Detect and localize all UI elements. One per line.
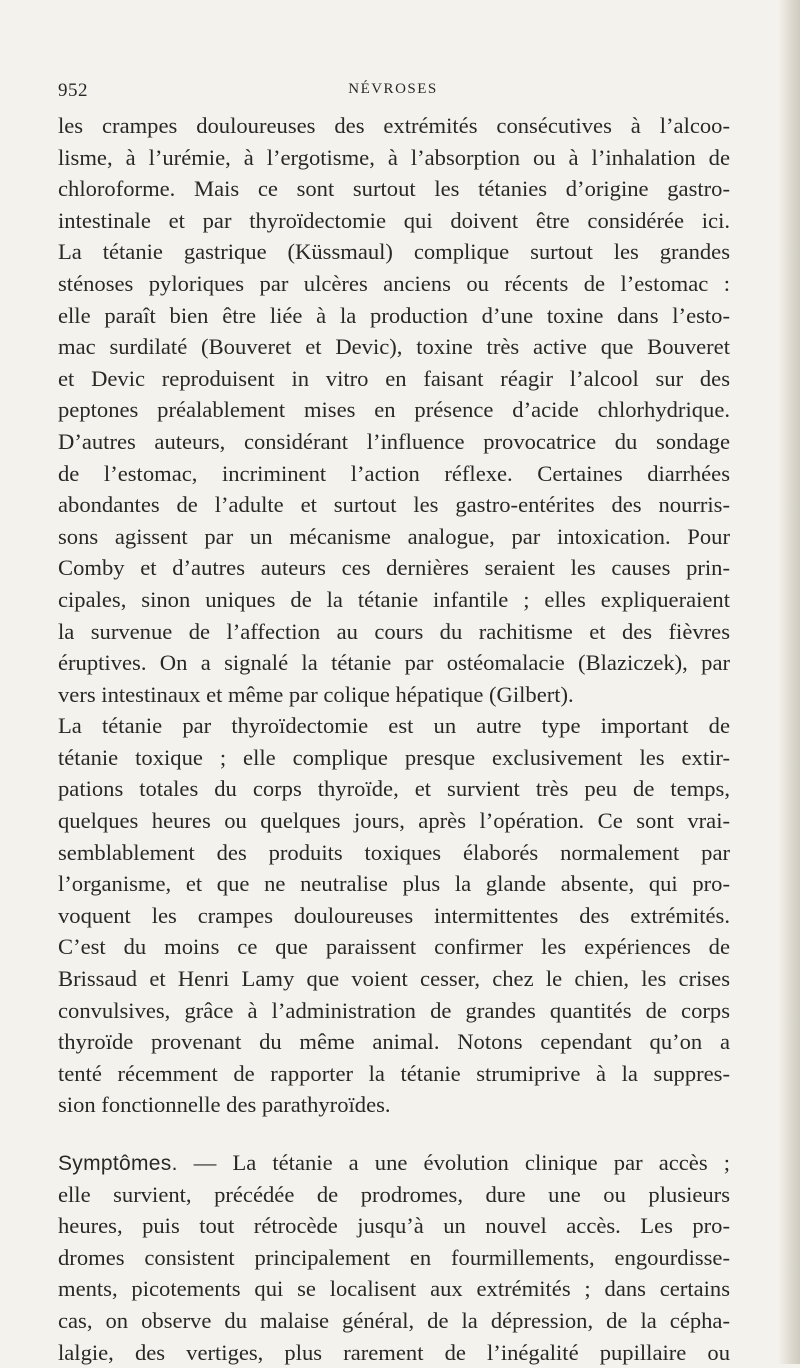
text-line: vers intestinaux et même par colique hépatique (Gilbert). (58, 681, 574, 707)
text-line: lisme, à l’urémie, à l’ergotisme, à l’absorption ou à l’inhalation de (58, 144, 730, 170)
text-line: sion fonctionnelle des parathyroïdes. (58, 1092, 391, 1118)
text-line: la survenue de l’affection au cours du rachitisme et des fièvres (58, 618, 730, 644)
text-line: les crampes douloureuses des extrémités consécutives à l’alcoo- (58, 113, 730, 138)
page-number: 952 (58, 80, 88, 101)
text-line: tenté récemment de rapporter la tétanie strumiprive à la suppres- (58, 1060, 730, 1086)
page-header (58, 80, 728, 104)
text-line: convulsives, grâce à l’administration de grandes quantités de corps (58, 997, 730, 1023)
text-line: Brissaud et Henri Lamy que voient cesser, chez le chien, les crises (58, 966, 730, 992)
text-line: thyroïde provenant du même animal. Notons cependant qu’on a (58, 1029, 730, 1055)
text-line: elle paraît bien être liée à la production d’une toxine dans l’esto- (58, 302, 730, 328)
text-line: mac surdilaté (Bouveret et Devic), toxine très active que Bouveret (58, 334, 730, 360)
text-line: dromes consistent principalement en fourmillements, engourdisse- (58, 1244, 730, 1270)
text-line: cas, on observe du malaise général, de la dépression, de la cépha- (58, 1307, 730, 1333)
text-line: semblablement des produits toxiques élaborés normalement par (58, 839, 730, 865)
text-line: cipales, sinon uniques de la tétanie infantile ; elles expliqueraient (58, 586, 730, 612)
text-line: D’autres auteurs, considérant l’influence provocatrice du sondage (58, 428, 730, 454)
text-line: quelques heures ou quelques jours, après l’opération. Ce sont vrai- (58, 808, 730, 834)
text-line: abondantes de l’adulte et surtout les gastro-entérites des nourris- (58, 492, 730, 518)
text-line: Comby et d’autres auteurs ces dernières seraient les causes prin- (58, 555, 730, 581)
text-line: éruptives. On a signalé la tétanie par ostéomalacie (Blaziczek), par (58, 650, 730, 676)
text-line: de l’estomac, incriminent l’action réflexe. Certaines diarrhées (58, 460, 730, 486)
text-line: sons agissent par un mécanisme analogue, par intoxication. Pour (58, 523, 730, 549)
text-line: lalgie, des vertiges, plus rarement de l’inégalité pupillaire ou (58, 1339, 730, 1365)
text-line: La tétanie gastrique (Küssmaul) complique surtout les grandes (58, 239, 730, 265)
text-line: voquent les crampes douloureuses intermittentes des extrémités. (58, 902, 730, 928)
text-line: elle survient, précédée de prodromes, dure une ou plusieurs (58, 1181, 730, 1207)
text-line: sténoses pyloriques par ulcères anciens ou récents de l’estomac : (58, 270, 730, 296)
text-line: heures, puis tout rétrocède jusqu’à un nouvel accès. Les pro- (58, 1213, 730, 1239)
section-first-line (58, 1147, 730, 1179)
text-line: pations totales du corps thyroïde, et survient très peu de temps, (58, 776, 730, 802)
section-heading: Symptômes. (58, 1152, 178, 1175)
text-line: C’est du moins ce que paraissent confirmer les expériences de (58, 934, 730, 960)
text-line: peptones préalablement mises en présence d’acide chlorhydrique. (58, 397, 730, 423)
body-text (58, 110, 730, 1368)
section-gap (58, 1121, 730, 1147)
text-line: et Devic reproduisent in vitro en faisant réagir l’alcool sur des (58, 365, 730, 391)
page-edge-shadow (778, 0, 800, 1364)
text-line: La tétanie par thyroïdectomie est un autre type important de (58, 713, 730, 739)
text-line: ments, picotements qui se localisent aux extrémités ; dans certains (58, 1276, 730, 1302)
text-line: chloroforme. Mais ce sont surtout les tétanies d’origine gastro- (58, 176, 730, 202)
text-line: tétanie toxique ; elle complique presque exclusivement les extir- (58, 744, 730, 770)
text-line: l’organisme, et que ne neutralise plus la glande absente, qui pro- (58, 871, 730, 897)
text-line: intestinale et par thyroïdectomie qui doivent être considérée ici. (58, 207, 730, 233)
section-first-line-text: — La tétanie a une évolution clinique par accès ; (177, 1150, 730, 1175)
running-title: NÉVROSES (348, 81, 438, 97)
